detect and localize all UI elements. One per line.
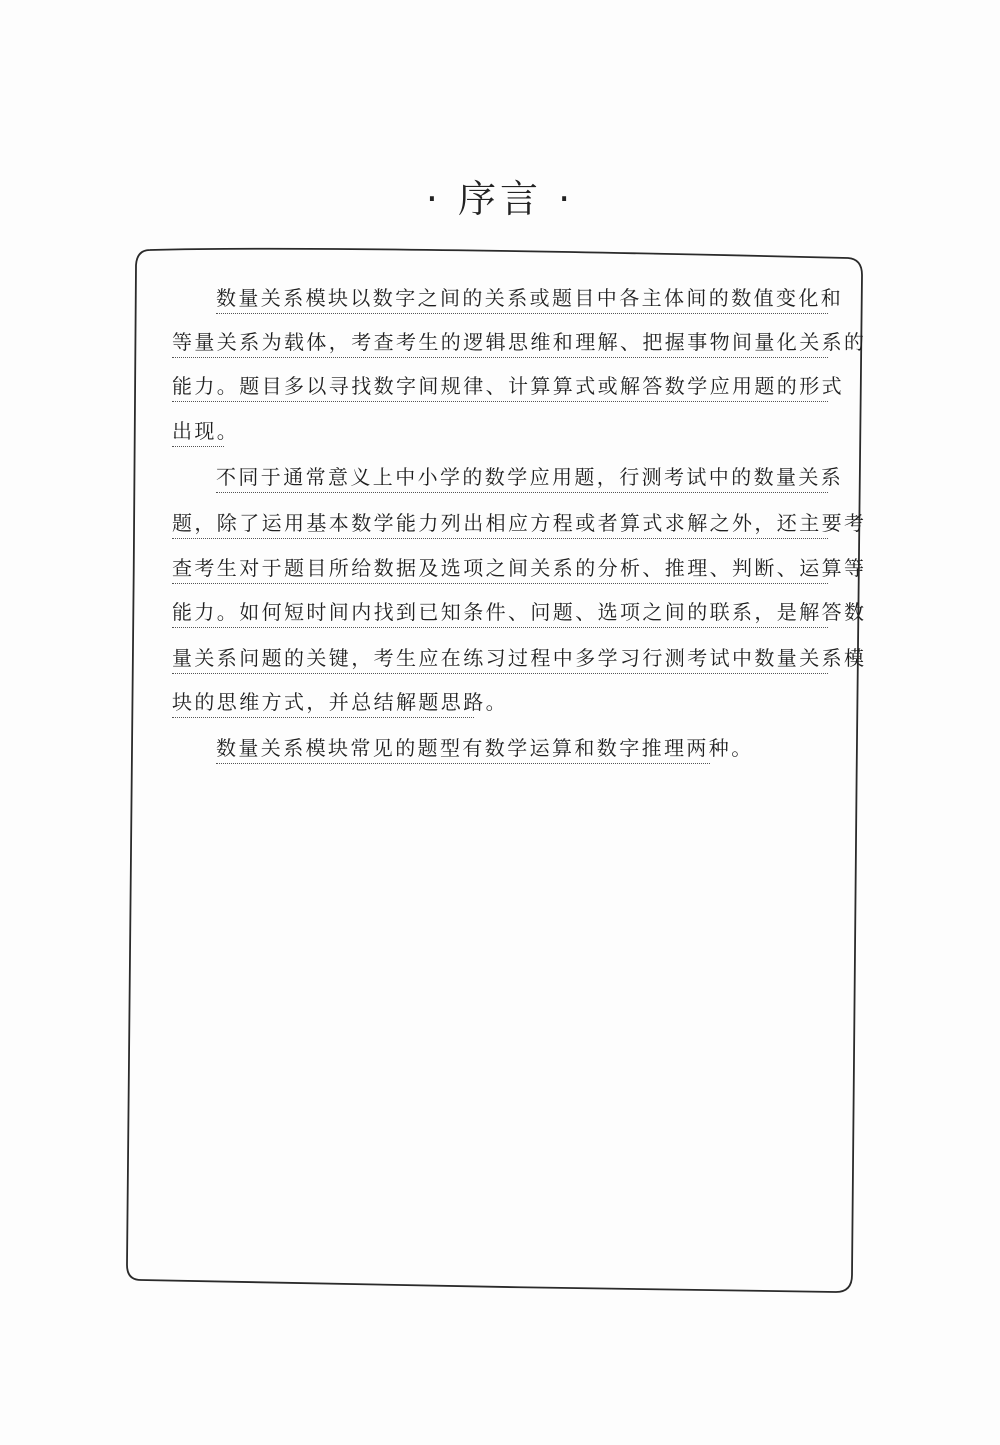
paragraph-2-line-2: 题，除了运用基本数学能力列出相应方程或者算式求解之外，还主要考 xyxy=(172,508,828,539)
paragraph-2-line-6: 块的思维方式，并总结解题思路。 xyxy=(172,687,474,718)
page-title: · 序言 · xyxy=(425,177,575,221)
paragraph-2-line-3: 查考生对于题目所给数据及选项之间关系的分析、推理、判断、运算等 xyxy=(172,553,828,584)
paragraph-1-line-3: 能力。题目多以寻找数字间规律、计算算式或解答数学应用题的形式 xyxy=(172,371,828,402)
paragraph-1-line-4: 出现。 xyxy=(172,416,224,447)
paragraph-3-line-1: 数量关系模块常见的题型有数学运算和数字推理两种。 xyxy=(216,733,710,764)
paragraph-1-line-1: 数量关系模块以数字之间的关系或题目中各主体间的数值变化和 xyxy=(216,283,828,314)
paragraph-2-line-4: 能力。如何短时间内找到已知条件、问题、选项之间的联系，是解答数 xyxy=(172,597,828,628)
paragraph-2-line-5: 量关系问题的关键，考生应在练习过程中多学习行测考试中数量关系模 xyxy=(172,643,828,674)
paragraph-2-line-1: 不同于通常意义上中小学的数学应用题，行测考试中的数量关系 xyxy=(216,462,828,493)
paragraph-1-line-2: 等量关系为载体，考查考生的逻辑思维和理解、把握事物间量化关系的 xyxy=(172,327,828,358)
